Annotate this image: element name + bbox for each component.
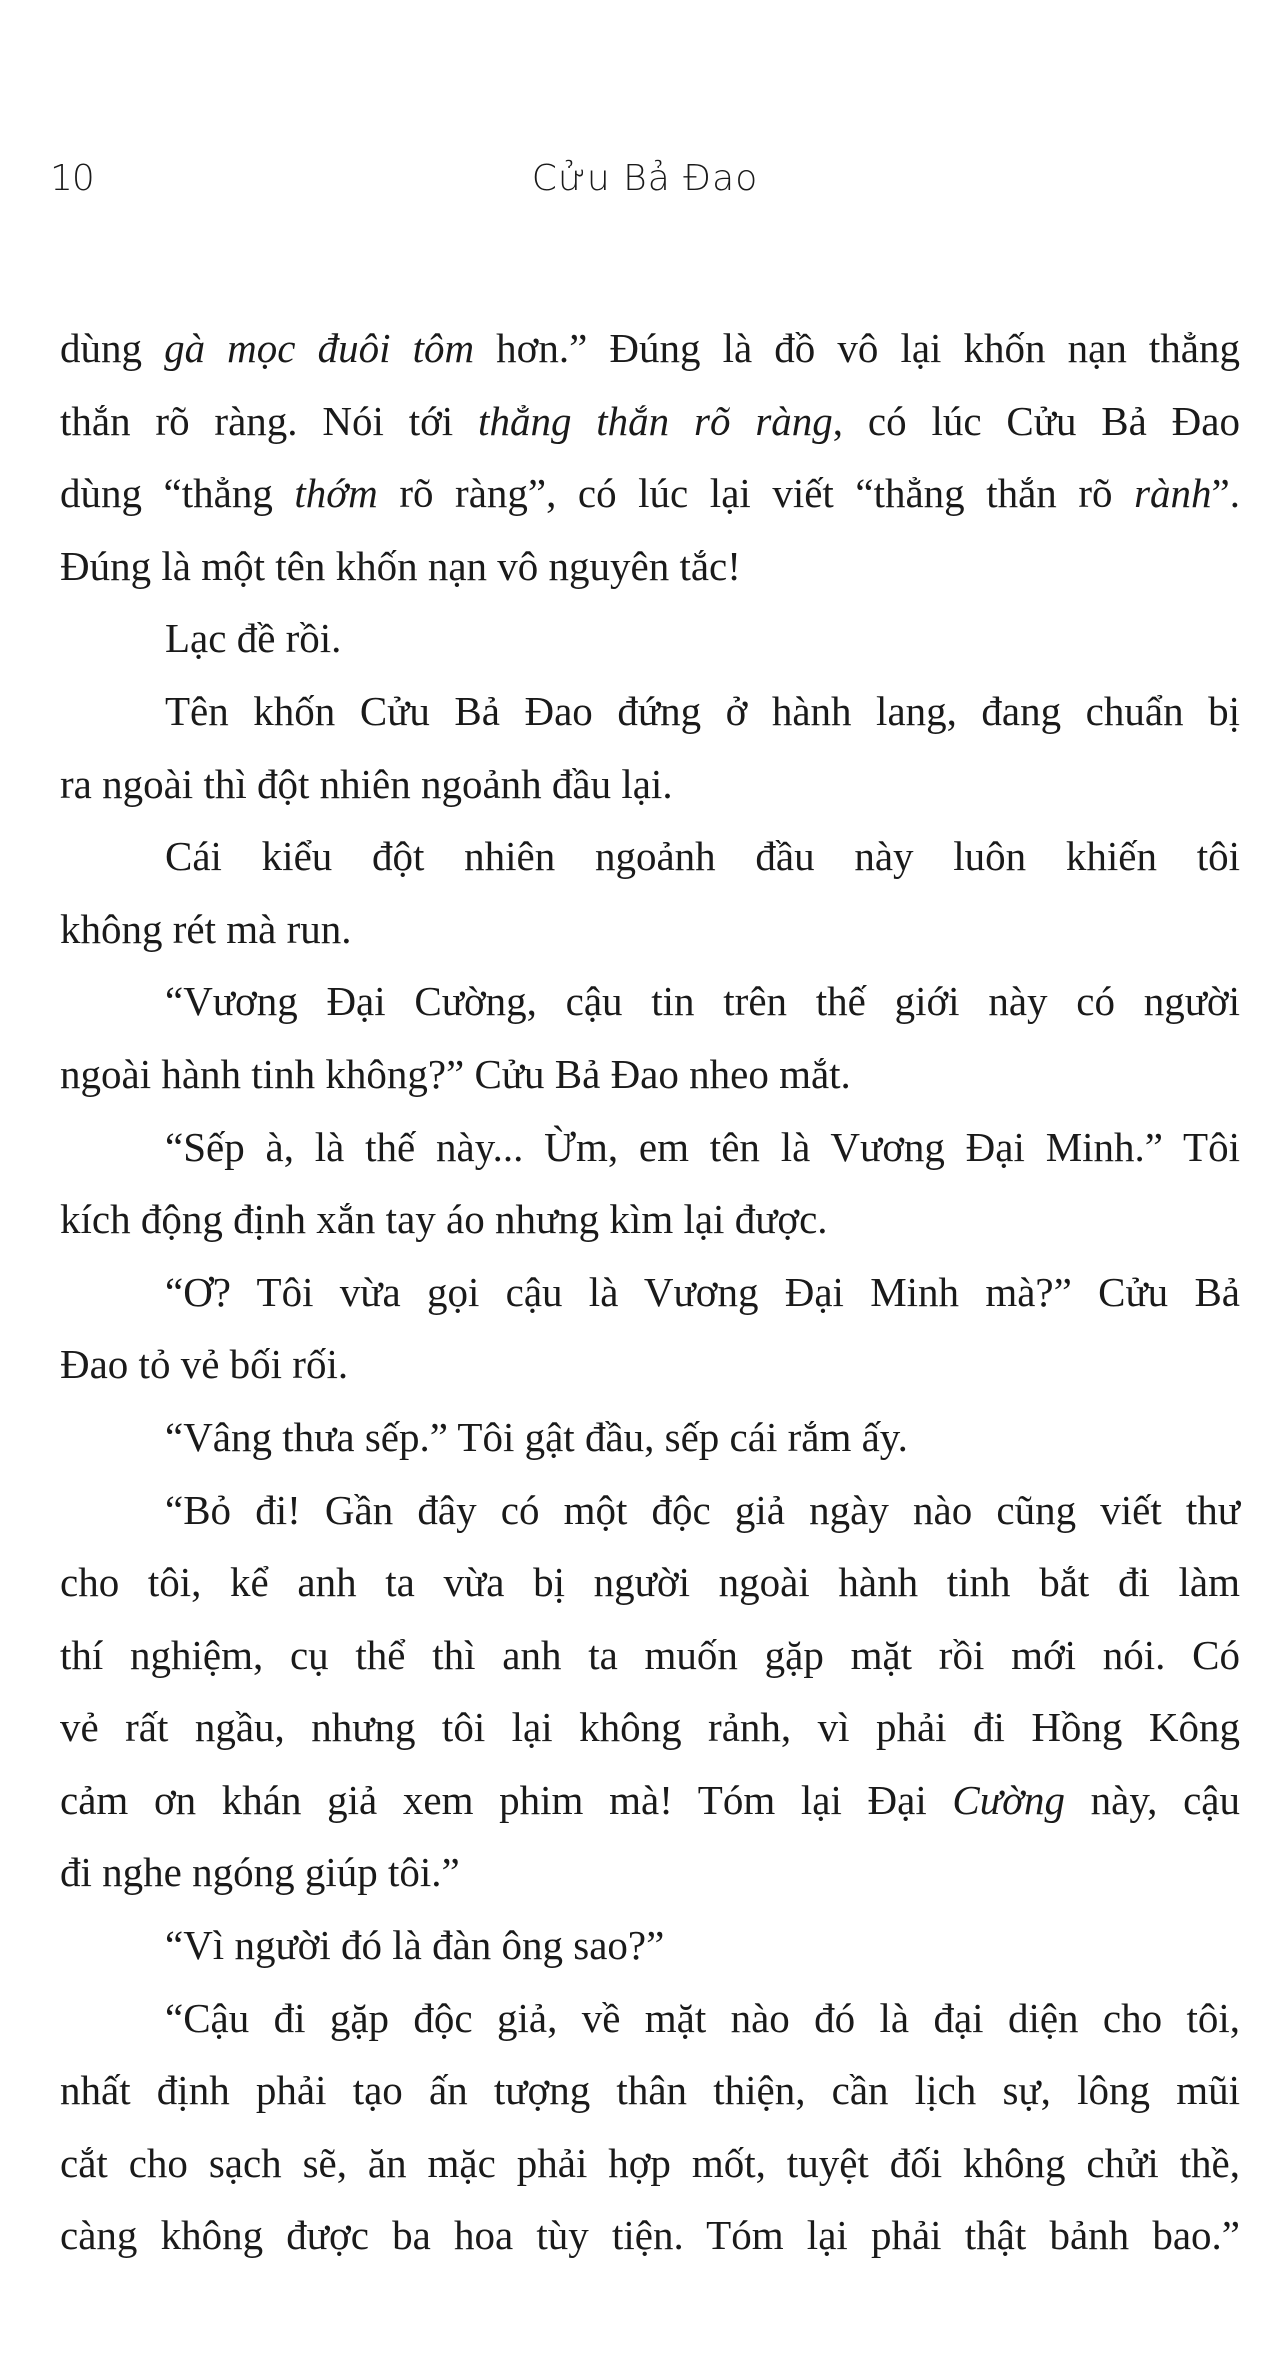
text-segment: kích động định xắn tay áo nhưng kìm lại được.	[60, 1196, 828, 1243]
text-line	[60, 1474, 1240, 1547]
text-segment: thí nghiệm, cụ thể thì anh ta muốn gặp mặt rồi mới nói. Có	[60, 1631, 1240, 1678]
italic-text: thớm	[294, 470, 378, 517]
text-segment: Tên khốn Cửu Bả Đao đứng ở hành lang, đang chuẩn bị	[165, 687, 1240, 734]
italic-text: Cường	[952, 1776, 1065, 1823]
text-segment: ra ngoài thì đột nhiên ngoảnh đầu lại.	[60, 760, 673, 807]
text-segment: ngoài hành tinh không?” Cửu Bả Đao nheo mắt.	[60, 1050, 851, 1097]
text-line	[60, 1546, 1240, 1619]
page-number: 10	[50, 158, 94, 199]
text-segment: “Bỏ đi! Gần đây có một độc giả ngày nào cũng viết thư	[165, 1486, 1240, 1533]
text-segment: dùng	[60, 325, 165, 371]
text-line	[60, 748, 1240, 821]
text-segment: “Ơ? Tôi vừa gọi cậu là Vương Đại Minh mà?” Cửu Bả	[165, 1268, 1240, 1315]
text-line	[60, 457, 1240, 530]
text-line	[60, 385, 1240, 458]
text-segment: rõ ràng”, có lúc lại viết “thẳng thắn rõ	[377, 470, 1135, 517]
text-segment: nhất định phải tạo ấn tượng thân thiện, cần lịch sự, lông mũi	[60, 2067, 1240, 2114]
text-line	[60, 602, 1240, 675]
text-segment: thắn rõ ràng. Nói tới	[60, 397, 479, 444]
text-segment: vẻ rất ngầu, nhưng tôi lại không rảnh, vì phải đi Hồng Kông	[60, 1704, 1240, 1751]
text-segment: đi nghe ngóng giúp tôi.”	[60, 1849, 460, 1896]
text-segment: Đao tỏ vẻ bối rối.	[60, 1341, 349, 1388]
text-line	[60, 2127, 1240, 2200]
italic-text: thẳng thắn rõ ràng	[478, 397, 833, 444]
text-line	[60, 1691, 1240, 1764]
text-segment: “Vì người đó là đàn ông sao?”	[165, 1922, 665, 1969]
text-segment: càng không được ba hoa tùy tiện. Tóm lại phải thật bảnh bao.”	[60, 2212, 1240, 2259]
italic-text: rành	[1134, 470, 1212, 517]
text-line	[60, 1909, 1240, 1982]
text-line	[60, 1401, 1240, 1474]
text-line	[60, 312, 1240, 385]
text-segment: cho tôi, kể anh ta vừa bị người ngoài hành tinh bắt đi làm	[60, 1559, 1240, 1606]
text-line	[60, 1038, 1240, 1111]
text-line	[60, 893, 1240, 966]
body-text	[60, 312, 1240, 2272]
text-line	[60, 675, 1240, 748]
text-segment: ”.	[1211, 470, 1240, 517]
text-segment: hơn.” Đúng là đồ vô lại khốn nạn thẳng	[474, 325, 1241, 371]
text-segment: Cái kiểu đột nhiên ngoảnh đầu này luôn khiến tôi	[165, 833, 1240, 880]
page-header	[0, 150, 1280, 210]
text-segment: “Cậu đi gặp độc giả, về mặt nào đó là đại diện cho tôi,	[165, 1994, 1240, 2041]
text-line	[60, 1764, 1240, 1837]
italic-text: gà mọc đuôi tôm	[164, 325, 475, 371]
text-line	[60, 1836, 1240, 1909]
text-line	[60, 530, 1240, 603]
text-line	[60, 1619, 1240, 1692]
text-segment: này, cậu	[1064, 1776, 1240, 1823]
text-line	[60, 965, 1240, 1038]
text-segment: không rét mà run.	[60, 905, 352, 952]
text-segment: Lạc đề rồi.	[165, 615, 342, 662]
text-segment: cắt cho sạch sẽ, ăn mặc phải hợp mốt, tuyệt đối không chửi thề,	[60, 2139, 1240, 2186]
text-line	[60, 1328, 1240, 1401]
text-segment: dùng “thẳng	[60, 470, 295, 517]
text-line	[60, 1183, 1240, 1256]
text-line	[60, 820, 1240, 893]
text-segment: , có lúc Cửu Bả Đao	[832, 397, 1240, 444]
text-segment: “Sếp à, là thế này... Ừm, em tên là Vương Đại Minh.” Tôi	[165, 1123, 1240, 1170]
text-line	[60, 1982, 1240, 2055]
text-line	[60, 1256, 1240, 1329]
text-line	[60, 1111, 1240, 1184]
text-line	[60, 2054, 1240, 2127]
running-title: Cửu Bả Đao	[531, 158, 759, 199]
text-segment: “Vâng thưa sếp.” Tôi gật đầu, sếp cái rắm ấy.	[165, 1413, 908, 1460]
text-line	[60, 2199, 1240, 2272]
text-segment: “Vương Đại Cường, cậu tin trên thế giới này có người	[165, 978, 1240, 1025]
text-segment: Đúng là một tên khốn nạn vô nguyên tắc!	[60, 542, 741, 589]
text-segment: cảm ơn khán giả xem phim mà! Tóm lại Đại	[60, 1776, 953, 1823]
